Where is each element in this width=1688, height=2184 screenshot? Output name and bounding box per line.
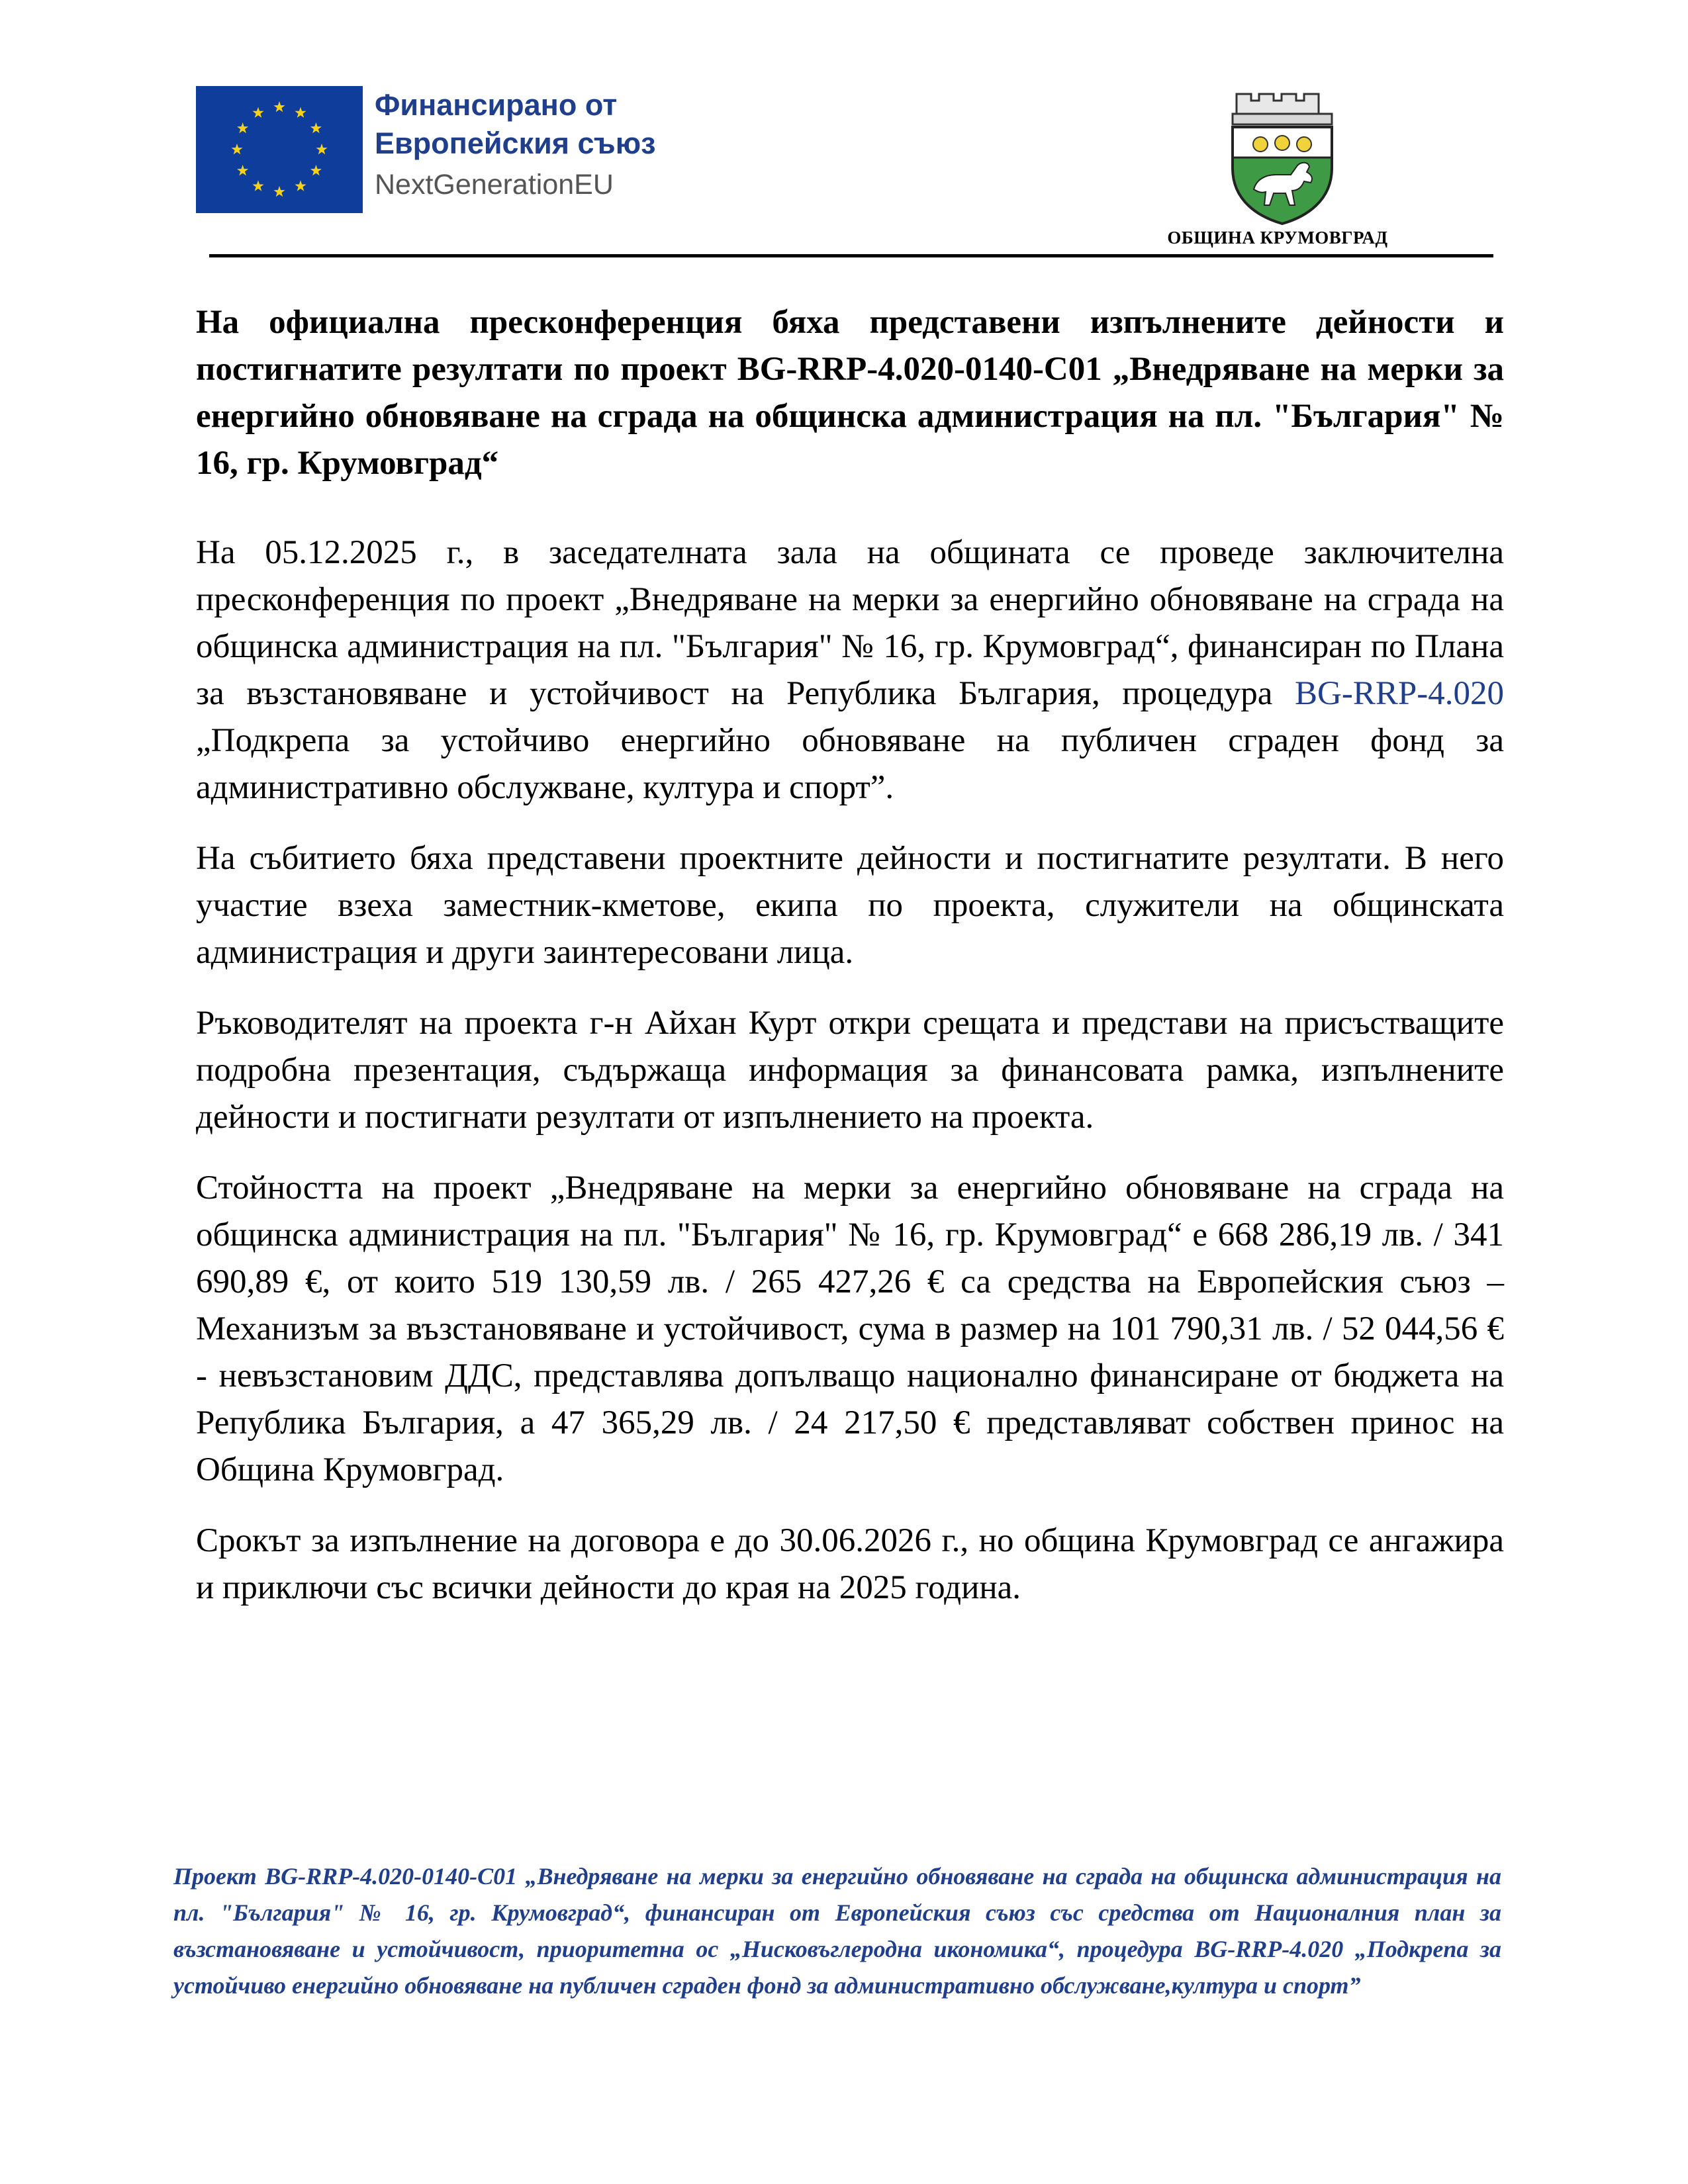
paragraph-4: Стойността на проект „Внедряване на мерки за енергийно обновяване на сграда на общинска администрация на пл. "България" № 16, гр. Крумовград“ е 668 286,19 лв. / 341 690,89 €, от които 519 130,59 лв. / 265 427,26 € са средства на Европейския съюз – Механизъм за възстановяване и устойчивост, сума в размер на 101 790,31 лв. / 52 044,56 € - невъзстановим ДДС, представлява допълващо национално финансиране от бюджета на Република България, а 47 365,29 лв. / 24 217,50 € представляват собствен принос на Община Крумовград. <box>196 1169 1504 1488</box>
project-footer-note: Проект BG-RRP-4.020-0140-C01 „Внедряване на мерки за енергийно обновяване на сграда на общинска администрация на пл. "България" № 16, гр. Крумовград“, финансиран от Европейския съюз със средства от Националния план за възстановяване и устойчивост, приоритетна ос „Нисковъглеродна икономика“, процедура BG-RRP-4.020 „Подкрепа за устойчиво енергийно обновяване на публичен сграден фонд за административно обслужване,култура и спорт” <box>173 1863 1501 1999</box>
procedure-code: BG-RRP-4.020 <box>1295 675 1504 712</box>
paragraph-1-text-start: На 05.12.2025 г., в заседателната зала на общината се проведе заключителна пресконференция по проект „Внедряване на мерки за енергийно обновяване на сграда на общинска администрация на пл. "България" № 16, гр. Крумовград“, финансиран по Плана за възстановяване и устойчивост на Република България, процедура <box>196 534 1504 712</box>
article-title: На официална пресконференция бяха представени изпълнените дейности и постигнатите резултати по проект BG-RRP-4.020-0140-C01 „Внедряване на мерки за енергийно обновяване на сграда на общинска администрация на пл. "България" № 16, гр. Крумовград“ <box>196 304 1504 482</box>
eu-funding-logo <box>196 86 739 213</box>
article-body <box>196 299 1504 1635</box>
crest-flower-middle <box>1275 136 1289 150</box>
municipality-name: ОБЩИНА КРУМОВГРАД <box>1167 228 1388 248</box>
crest-crown-base <box>1233 114 1332 124</box>
eu-logo-text <box>375 86 656 206</box>
paragraph-5: Срокът за изпълнение на договора е до 30.06.2026 г., но община Крумовград се ангажира и приключи със всички дейности до края на 2025 година. <box>196 1522 1504 1606</box>
crest-flower-left <box>1253 137 1268 152</box>
crest-crown <box>1237 94 1319 114</box>
eu-flag-icon <box>196 86 363 213</box>
eu-logo-line-3: NextGenerationEU <box>375 169 614 201</box>
header-divider <box>209 254 1493 257</box>
municipality-crest-icon <box>1213 90 1352 225</box>
eu-logo-line-2: Европейския съюз <box>375 126 656 160</box>
paragraph-1-text-end: „Подкрепа за устойчиво енергийно обновяване на публичен сграден фонд за административно обслужване, култура и спорт”. <box>196 722 1504 806</box>
eu-logo-line-1: Финансирано от <box>375 88 618 122</box>
crest-flower-right <box>1297 137 1311 152</box>
paragraph-3: Ръководителят на проекта г-н Айхан Курт откри срещата и представи на присъстващите подробна презентация, съдържаща информация за финансовата рамка, изпълнените дейности и постигнати резултати от изпълнението на проекта. <box>196 1005 1504 1136</box>
paragraph-1 <box>196 529 1504 811</box>
paragraph-2: На събитието бяха представени проектните дейности и постигнатите резултати. В него участие взеха заместник-кметове, екипа по проекта, служители на общинската администрация и други заинтересовани лица. <box>196 840 1504 971</box>
